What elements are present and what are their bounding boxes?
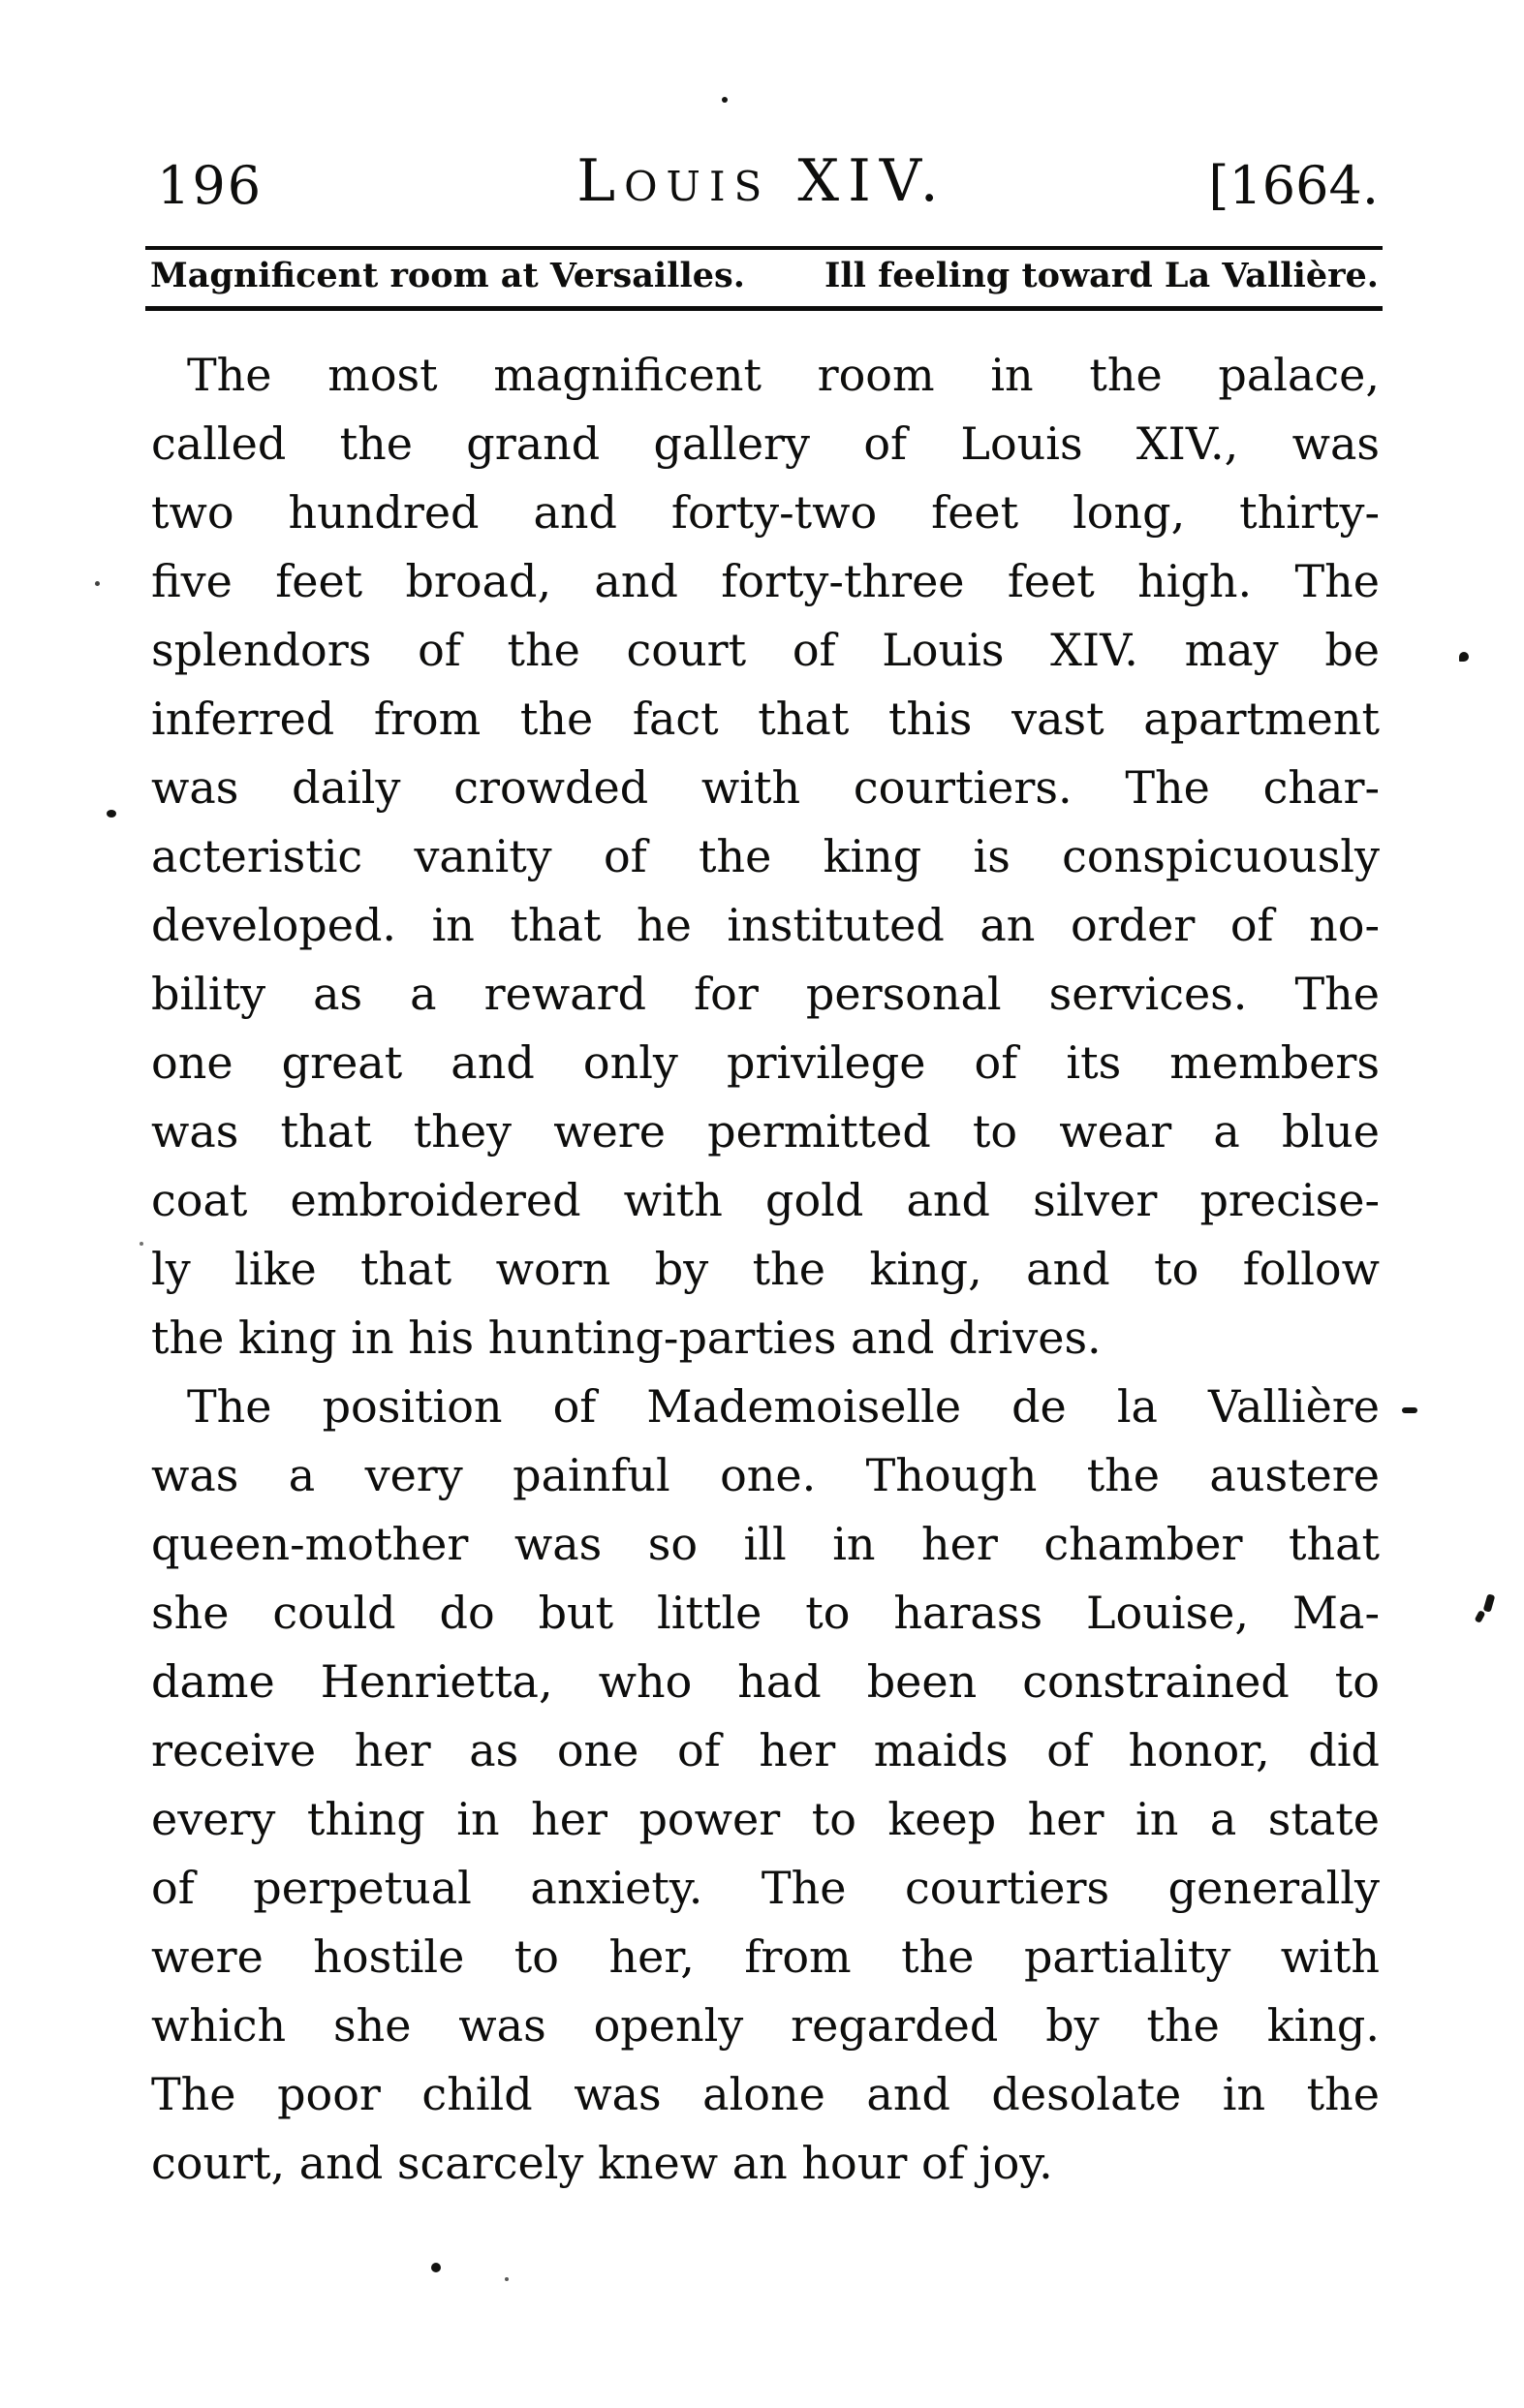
page-number: 196: [157, 155, 264, 216]
body-line: court, and scarcely knew an hour of joy.: [151, 2137, 1053, 2189]
body-text: [151, 341, 1380, 2198]
scan-speck: [505, 2277, 509, 2281]
body-line: developed. in that he instituted an order of no-: [151, 899, 1380, 951]
scan-speck: [722, 97, 728, 103]
body-line: receive her as one of her maids of honor, did: [151, 1724, 1380, 1776]
body-line: one great and only privilege of its members: [151, 1036, 1380, 1089]
body-line: was daily crowded with courtiers. The char-: [151, 761, 1380, 814]
body-line: splendors of the court of Louis XIV. may be: [151, 624, 1380, 676]
body-line: five feet broad, and forty-three feet high. The: [151, 555, 1380, 607]
scan-speck: [431, 2263, 441, 2272]
running-head-left: Magnificent room at Versailles.: [150, 256, 745, 295]
scan-speck: [1483, 1593, 1496, 1613]
body-line: The position of Mademoiselle de la Vallière: [187, 1380, 1380, 1433]
body-line: every thing in her power to keep her in a state: [151, 1793, 1380, 1845]
scan-speck: [107, 810, 116, 818]
header-rule-top: [145, 246, 1383, 250]
body-line: was a very painful one. Though the austere: [151, 1449, 1380, 1501]
body-line: called the grand gallery of Louis XIV., was: [151, 417, 1380, 470]
body-line: she could do but little to harass Louise, Ma-: [151, 1587, 1380, 1639]
body-line: inferred from the fact that this vast apartment: [151, 693, 1380, 745]
body-line: the king in his hunting-parties and drives.: [151, 1312, 1102, 1364]
body-line: The poor child was alone and desolate in the: [151, 2068, 1380, 2120]
body-line: acteristic vanity of the king is conspicuously: [151, 830, 1380, 882]
scan-speck: [140, 1242, 143, 1246]
body-line: coat embroidered with gold and silver precise-: [151, 1174, 1380, 1226]
body-line: of perpetual anxiety. The courtiers generally: [151, 1862, 1380, 1914]
body-line: two hundred and forty-two feet long, thirty-: [151, 486, 1380, 539]
running-head-right: Ill feeling toward La Vallière.: [824, 256, 1379, 295]
scan-speck: [1402, 1407, 1417, 1413]
book-title: Louis XIV.: [576, 147, 948, 215]
body-line: queen-mother was so ill in her chamber that: [151, 1518, 1380, 1570]
body-line: was that they were permitted to wear a blue: [151, 1105, 1380, 1158]
body-line: which she was openly regarded by the king.: [151, 1999, 1380, 2052]
body-line: were hostile to her, from the partiality with: [151, 1930, 1380, 1983]
body-line: dame Henrietta, who had been constrained to: [151, 1655, 1380, 1708]
running-heads: [150, 254, 1379, 298]
header-rule-bottom: [145, 306, 1383, 311]
body-line: The most magnificent room in the palace,: [187, 349, 1380, 401]
body-line: ly like that worn by the king, and to follow: [151, 1243, 1380, 1295]
scan-speck: [1475, 1610, 1486, 1623]
scan-speck: [95, 581, 100, 586]
body-line: bility as a reward for personal services. The: [151, 968, 1380, 1020]
scan-speck: [1459, 652, 1469, 662]
page-year: [1664.: [1208, 155, 1379, 216]
